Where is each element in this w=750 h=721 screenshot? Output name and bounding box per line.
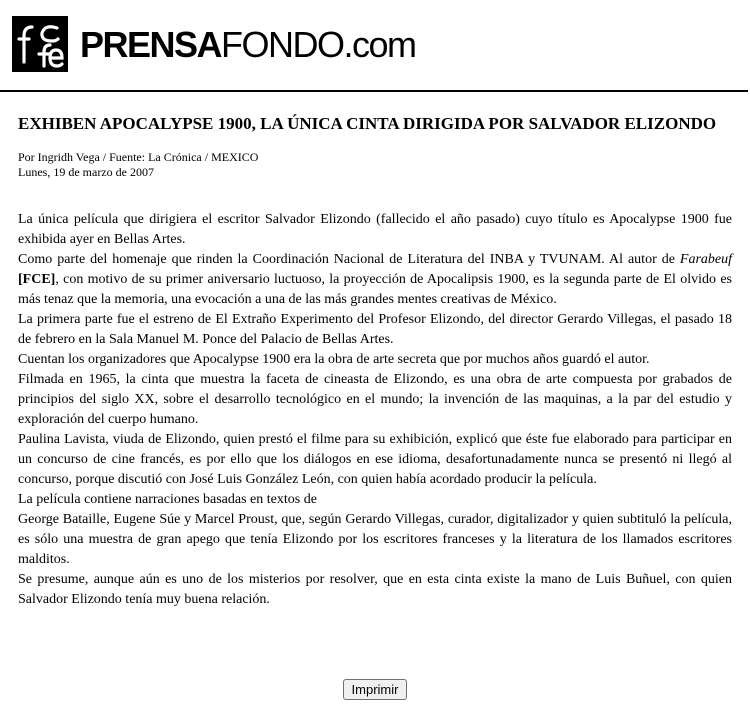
paragraph: Paulina Lavista, viuda de Elizondo, quien prestó el filme para su exhibición, explicó que éste fue elaborado para participar en un concurso de cine francés, es por ello que los diálogos en ese idioma, desafortunadamente nunca se presentó ni llegó al concurso, porque discutió con José Luis González León, con quien había acordado producir la película.: [18, 432, 732, 487]
paragraph: La película contiene narraciones basadas en textos de: [18, 492, 317, 507]
print-area: [0, 679, 750, 700]
article-date: Lunes, 19 de marzo de 2007: [18, 165, 154, 179]
header-divider: [0, 90, 748, 92]
paragraph: Filmada en 1965, la cinta que muestra la faceta de cineasta de Elizondo, es una obra de arte compuesta por grabados de principios del siglo XX, sobre el desarrollo tecnológico en el mundo; la invención de las maquinas, a la par del estudio y exploración del cuerpo humano.: [18, 372, 732, 427]
brand-part-prensa: PRENSA: [80, 24, 222, 65]
publisher-tag: [FCE]: [18, 272, 56, 287]
article-body: [18, 210, 732, 610]
paragraph: Se presume, aunque aún es uno de los misterios por resolver, que en esta cinta existe la mano de Luis Buñuel, con quien Salvador Elizondo tenía muy buena relación.: [18, 572, 732, 607]
paragraph: La única película que dirigiera el escritor Salvador Elizondo (fallecido el año pasado) cuyo título es Apocalypse 1900 fue exhibida ayer en Bellas Artes.: [18, 212, 732, 247]
brand-part-fondo: FONDO: [221, 24, 344, 65]
fce-logo-icon[interactable]: [12, 16, 68, 72]
article-title: EXHIBEN APOCALYPSE 1900, LA ÚNICA CINTA DIRIGIDA POR SALVADOR ELIZONDO: [18, 114, 717, 133]
article: [18, 113, 732, 610]
brand-part-com: .com: [343, 24, 416, 65]
paragraph: [18, 250, 732, 310]
paragraph-text: Como parte del homenaje que rinden la Coordinación Nacional de Literatura del INBA y TVUNAM. Al autor de: [18, 252, 675, 267]
print-button[interactable]: Imprimir: [343, 679, 408, 700]
paragraph: Cuentan los organizadores que Apocalypse 1900 era la obra de arte secreta que por muchos años guardó el autor.: [18, 352, 650, 367]
article-meta: [18, 150, 732, 180]
book-title: Farabeuf: [679, 252, 733, 267]
site-header: [0, 0, 750, 90]
paragraph: George Bataille, Eugene Súe y Marcel Proust, que, según Gerardo Villegas, curador, digitalizador y quien subtituló la película, es sólo una muestra de gran apego que tenía Elizondo por los escritores franceses y la literatura de los llamados escritores malditos.: [18, 512, 732, 567]
article-byline: Por Ingridh Vega / Fuente: La Crónica / MEXICO: [18, 150, 259, 164]
paragraph: La primera parte fue el estreno de El Extraño Experimento del Profesor Elizondo, del director Gerardo Villegas, el pasado 18 de febrero en la Sala Manuel M. Ponce del Palacio de Bellas Artes.: [18, 312, 732, 347]
brand-wordmark[interactable]: [80, 23, 416, 67]
paragraph-text: , con motivo de su primer aniversario luctuoso, la proyección de Apocalipsis 1900, es la segunda parte de El olvido es más tenaz que la memoria, una evocación a una de las más grandes mentes creativas de México.: [18, 272, 732, 307]
